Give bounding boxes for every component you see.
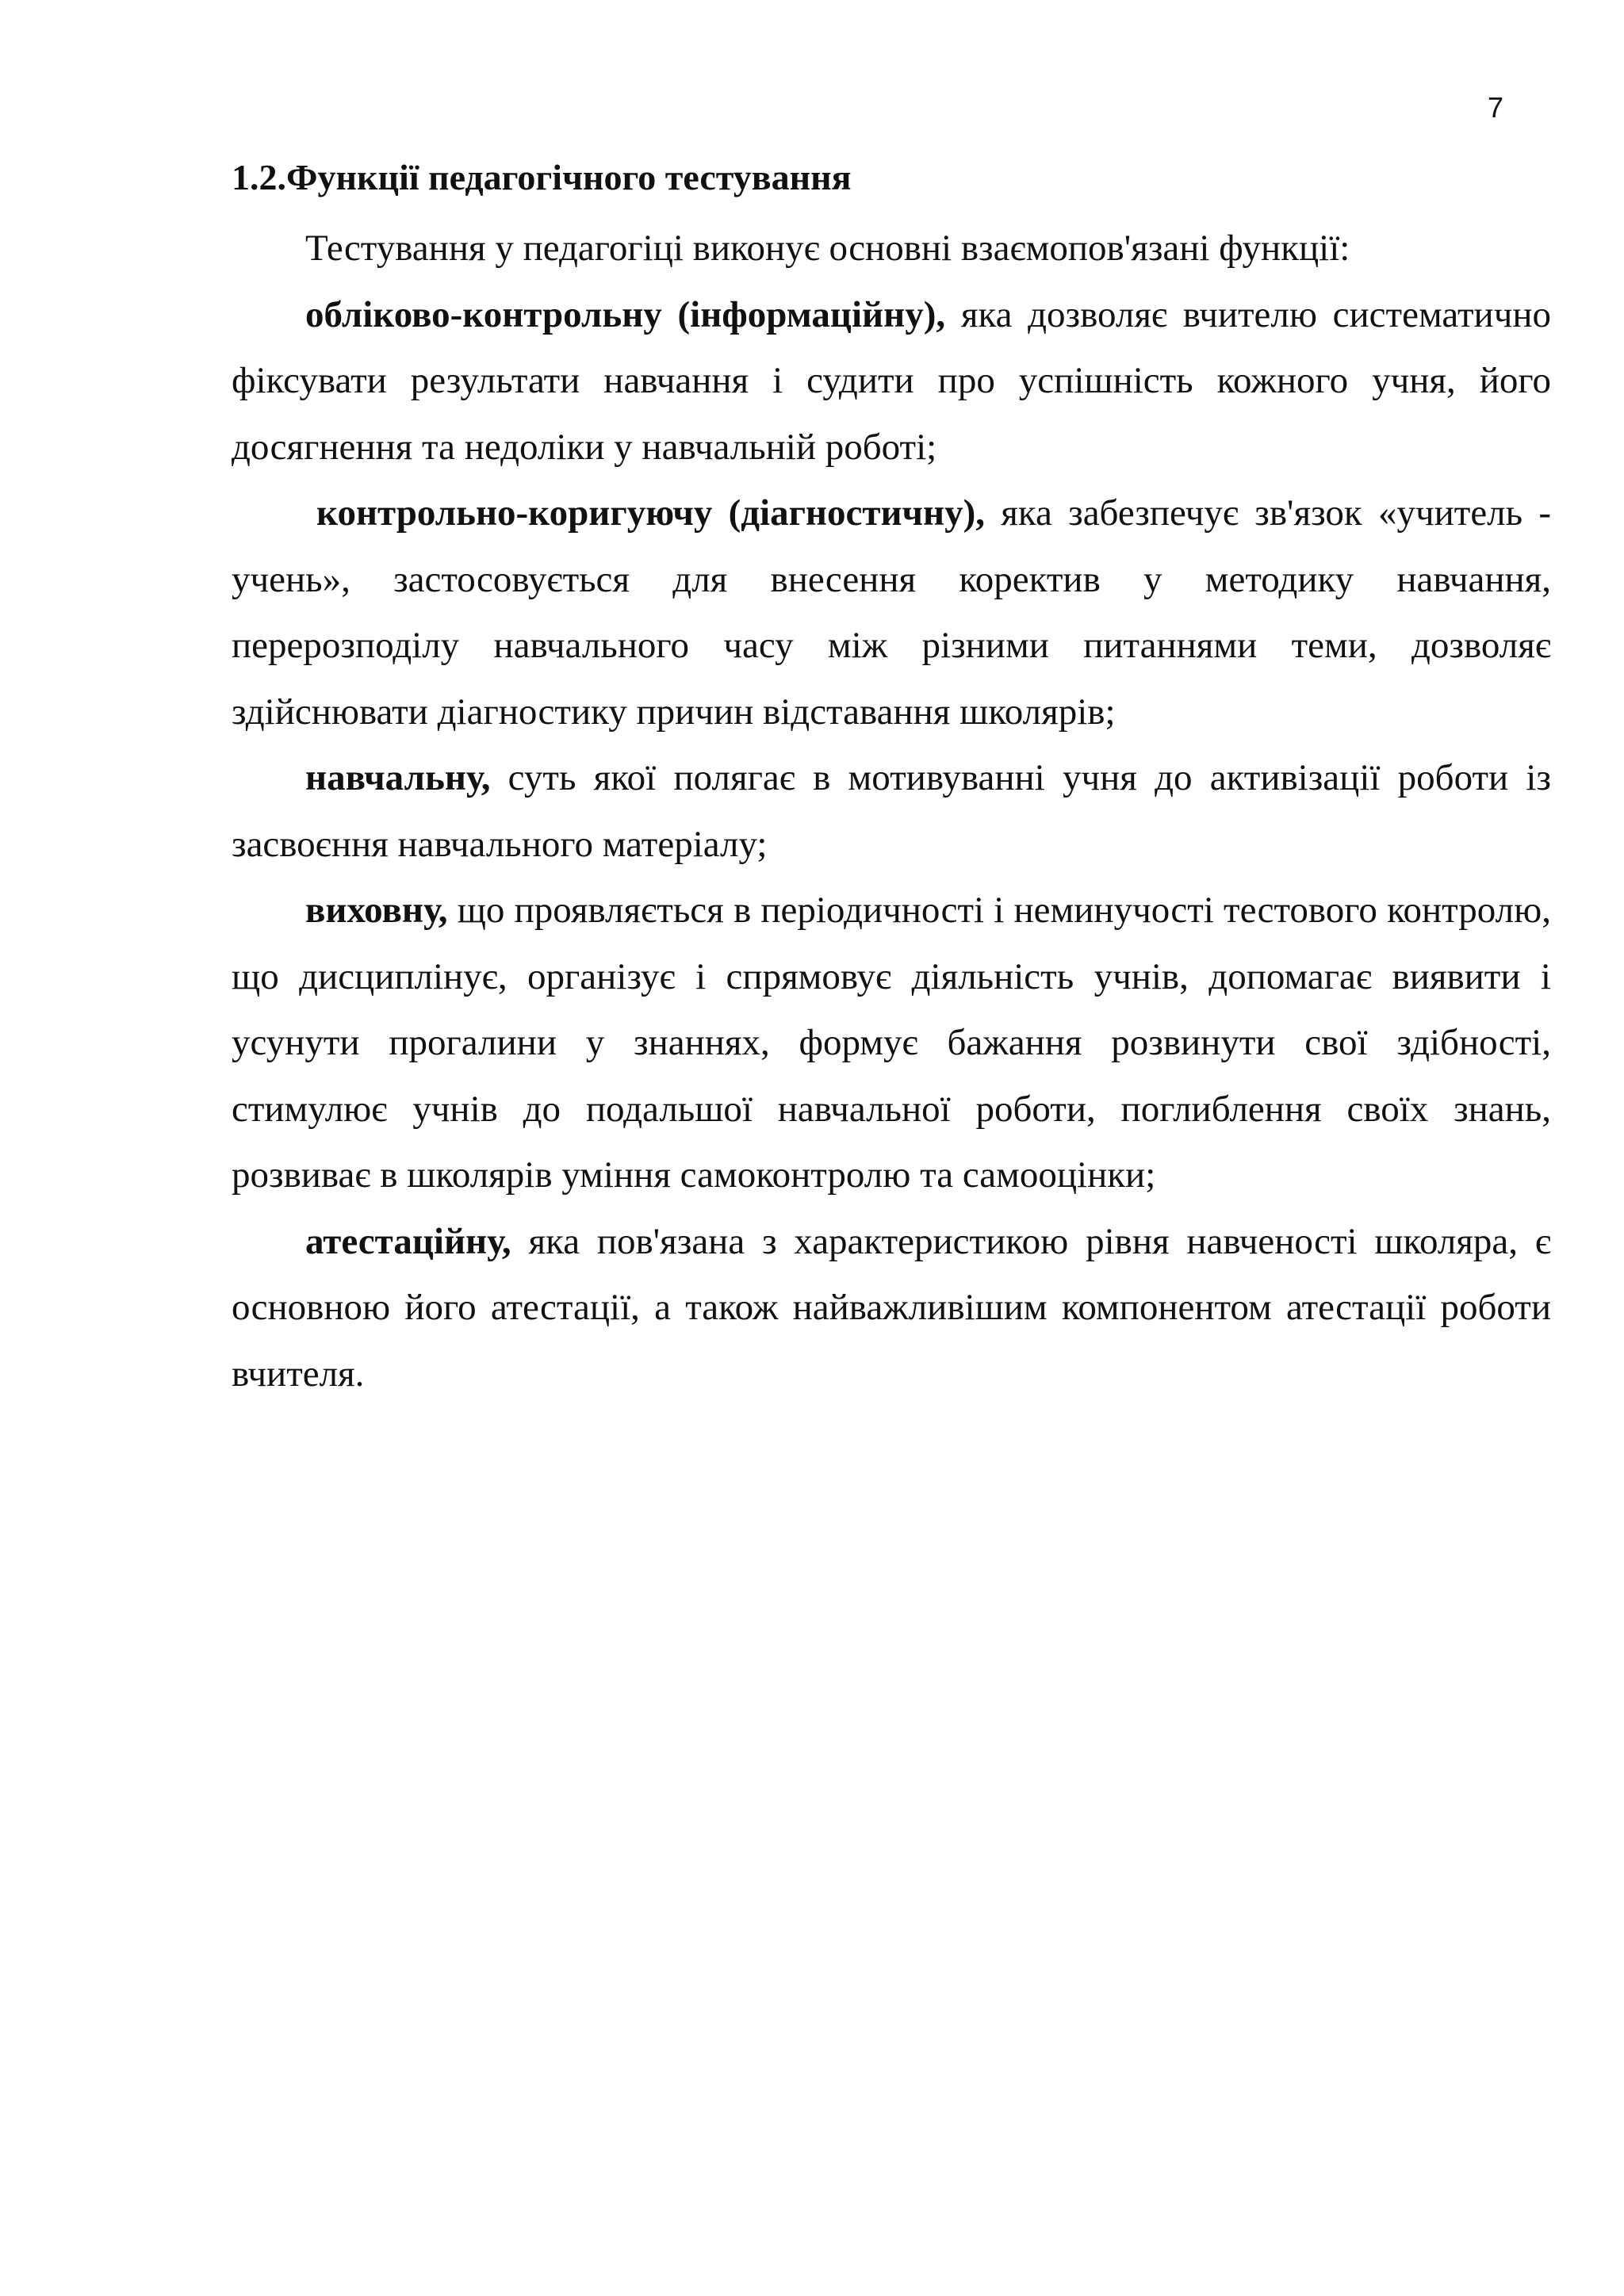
body-text <box>232 216 1551 1407</box>
function-paragraph-attestation <box>232 1209 1551 1408</box>
function-paragraph-accounting <box>232 282 1551 481</box>
function-description: що проявляється в періодичності і неминучості тестового контролю, що дисциплінує, організує і спрямовує діяльність учнів, допомагає виявити і усунути прогалини у знаннях, формує бажання розвинути свої здібності, стимулює учнів до подальшої навчальної роботи, поглиблення своїх знань, розвиває в школярів уміння самоконтролю та самооцінки; <box>232 890 1551 1196</box>
function-description: суть якої полягає в мотивуванні учня до активізації роботи із засвоєння навчального матеріалу; <box>232 757 1551 865</box>
function-description: яка забезпечує зв'язок «учитель - учень», застосовується для внесення коректив у методику навчання, перерозподілу навчального часу між різними питаннями теми, дозволяє здійснювати діагностику причин відставання школярів; <box>232 492 1551 733</box>
function-paragraph-educational <box>232 745 1551 878</box>
function-description: яка дозволяє вчителю систематично фіксувати результати навчання і судити про успішність кожного учня, його досягнення та недоліки у навчальній роботі; <box>232 293 1551 468</box>
function-term: виховну, <box>305 890 448 931</box>
function-term: обліково-контрольну (інформаційну), <box>305 293 946 335</box>
function-term: контрольно-коригуючу (діагностичну), <box>316 492 986 534</box>
intro-paragraph: Тестування у педагогіці виконує основні взаємопов'язані функції: <box>305 228 1350 269</box>
function-paragraph-diagnostic <box>232 480 1551 745</box>
function-paragraph-upbringing <box>232 878 1551 1209</box>
function-term: навчальну, <box>305 757 491 798</box>
page-number: 7 <box>1488 91 1504 124</box>
section-heading: 1.2.Функції педагогічного тестування <box>232 157 852 197</box>
function-term: атестаційну, <box>305 1220 511 1262</box>
function-description: яка пов'язана з характеристикою рівня навченості школяра, є основною його атестації, а також найважливішим компонентом атестації роботи вчителя. <box>232 1220 1551 1395</box>
